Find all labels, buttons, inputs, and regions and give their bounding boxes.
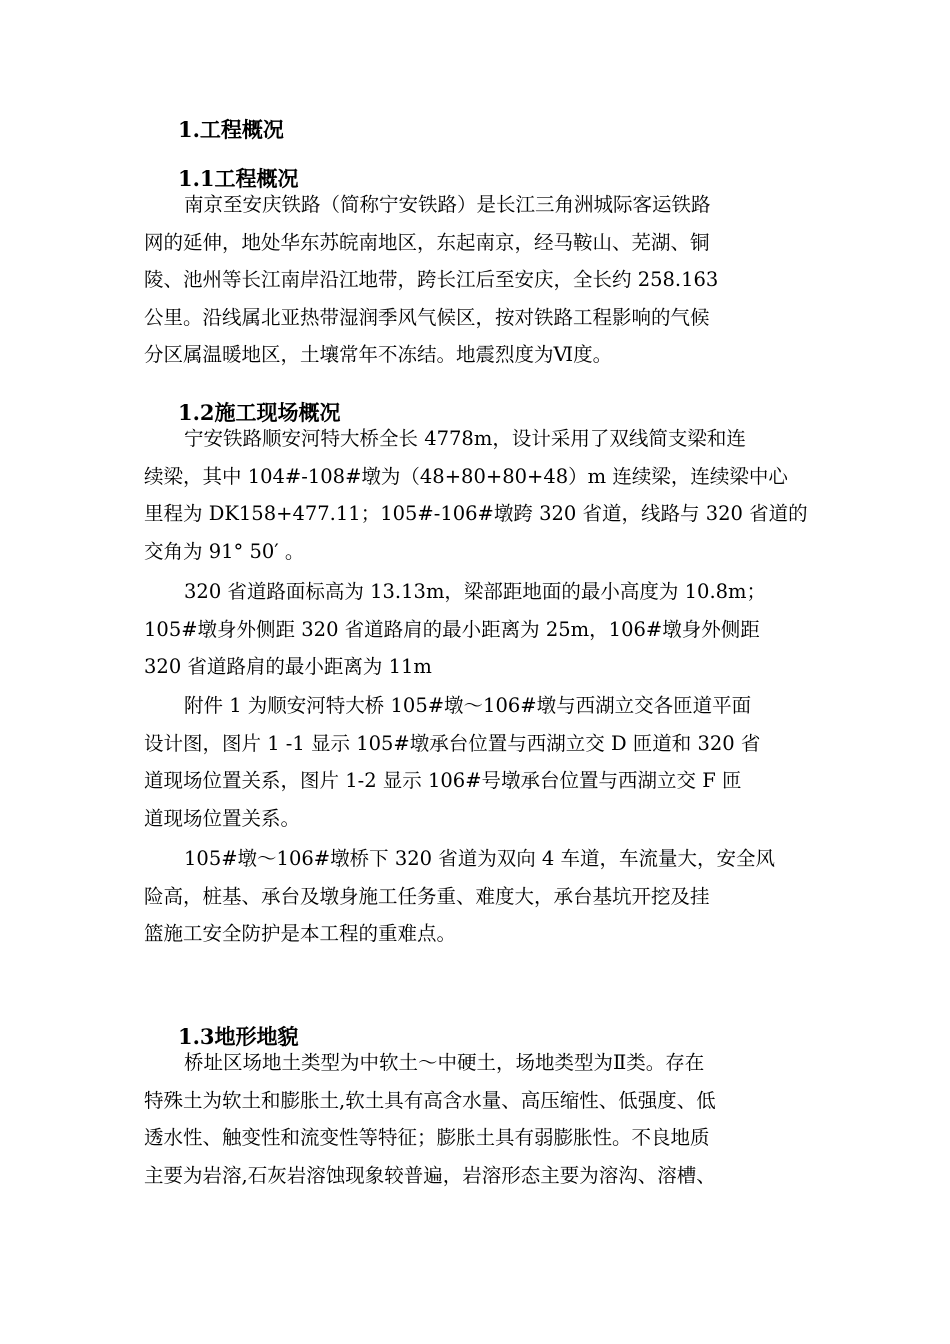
paragraph-site-overview-4 [144, 840, 814, 953]
section-heading-1-1: 1.1工程概况 [178, 166, 299, 191]
text-line: 透水性、触变性和流变性等特征；膨胀土具有弱膨胀性。不良地质 [144, 1126, 710, 1149]
paragraph-project-overview [144, 186, 814, 374]
paragraph-site-overview-3 [144, 687, 814, 837]
text-line: 特殊土为软土和膨胀土,软土具有高含水量、高压缩性、低强度、低 [144, 1088, 716, 1112]
text-line: 续梁，其中 104#-108#墩为（48+80+80+48）m 连续梁，连续梁中心 [144, 464, 788, 488]
text-line: 险高，桩基、承台及墩身施工任务重、难度大，承台基坑开挖及挂 [144, 884, 710, 908]
paragraph-site-overview-2 [144, 573, 814, 686]
text-line: 公里。沿线属北亚热带湿润季风气候区，按对铁路工程影响的气候 [144, 305, 710, 329]
text-line: 陵、池州等长江南岸沿江地带，跨长江后至安庆，全长约 258.163 [144, 268, 719, 291]
text-line: 320 省道路面标高为 13.13m，梁部距地面的最小高度为 10.8m； [184, 580, 767, 603]
text-line: 桥址区场地土类型为中软土～中硬土，场地类型为Ⅱ类。存在 [184, 1051, 705, 1074]
text-line: 网的延伸，地处华东苏皖南地区，东起南京，经马鞍山、芜湖、铜 [144, 230, 710, 254]
paragraph-terrain [144, 1044, 814, 1194]
text-line: 篮施工安全防护是本工程的重难点。 [144, 922, 457, 945]
text-line: 交角为 91° 50′ 。 [144, 539, 305, 563]
text-line: 105#墩～106#墩桥下 320 省道为双向 4 车道，车流量大，安全风 [184, 847, 776, 870]
paragraph-site-overview-1 [144, 420, 814, 570]
text-line: 道现场位置关系。 [144, 806, 301, 830]
text-line: 道现场位置关系，图片 1-2 显示 106#号墩承台位置与西湖立交 F 匝 [144, 769, 742, 792]
text-line: 设计图，图片 1 -1 显示 105#墩承台位置与西湖立交 D 匝道和 320 省 [144, 731, 761, 755]
text-line: 宁安铁路顺安河特大桥全长 4778m，设计采用了双线简支梁和连 [184, 427, 746, 450]
text-line: 分区属温暖地区，土壤常年不冻结。地震烈度为Ⅵ度。 [144, 343, 613, 366]
text-line: 附件 1 为顺安河特大桥 105#墩～106#墩与西湖立交各匝道平面 [184, 694, 752, 717]
text-line: 主要为岩溶,石灰岩溶蚀现象较普遍，岩溶形态主要为溶沟、溶槽、 [144, 1163, 716, 1187]
section-heading-1-3: 1.3地形地貌 [178, 1024, 299, 1049]
section-heading-1-2: 1.2施工现场概况 [178, 400, 341, 425]
text-line: 320 省道路肩的最小距离为 11m [144, 655, 432, 678]
section-heading-1: 1.工程概况 [178, 117, 284, 142]
text-line: 南京至安庆铁路（简称宁安铁路）是长江三角洲城际客运铁路 [184, 193, 711, 216]
text-line: 105#墩身外侧距 320 省道路肩的最小距离为 25m，106#墩身外侧距 [144, 617, 760, 641]
text-line: 里程为 DK158+477.11；105#-106#墩跨 320 省道，线路与 320 省道的 [144, 502, 808, 525]
